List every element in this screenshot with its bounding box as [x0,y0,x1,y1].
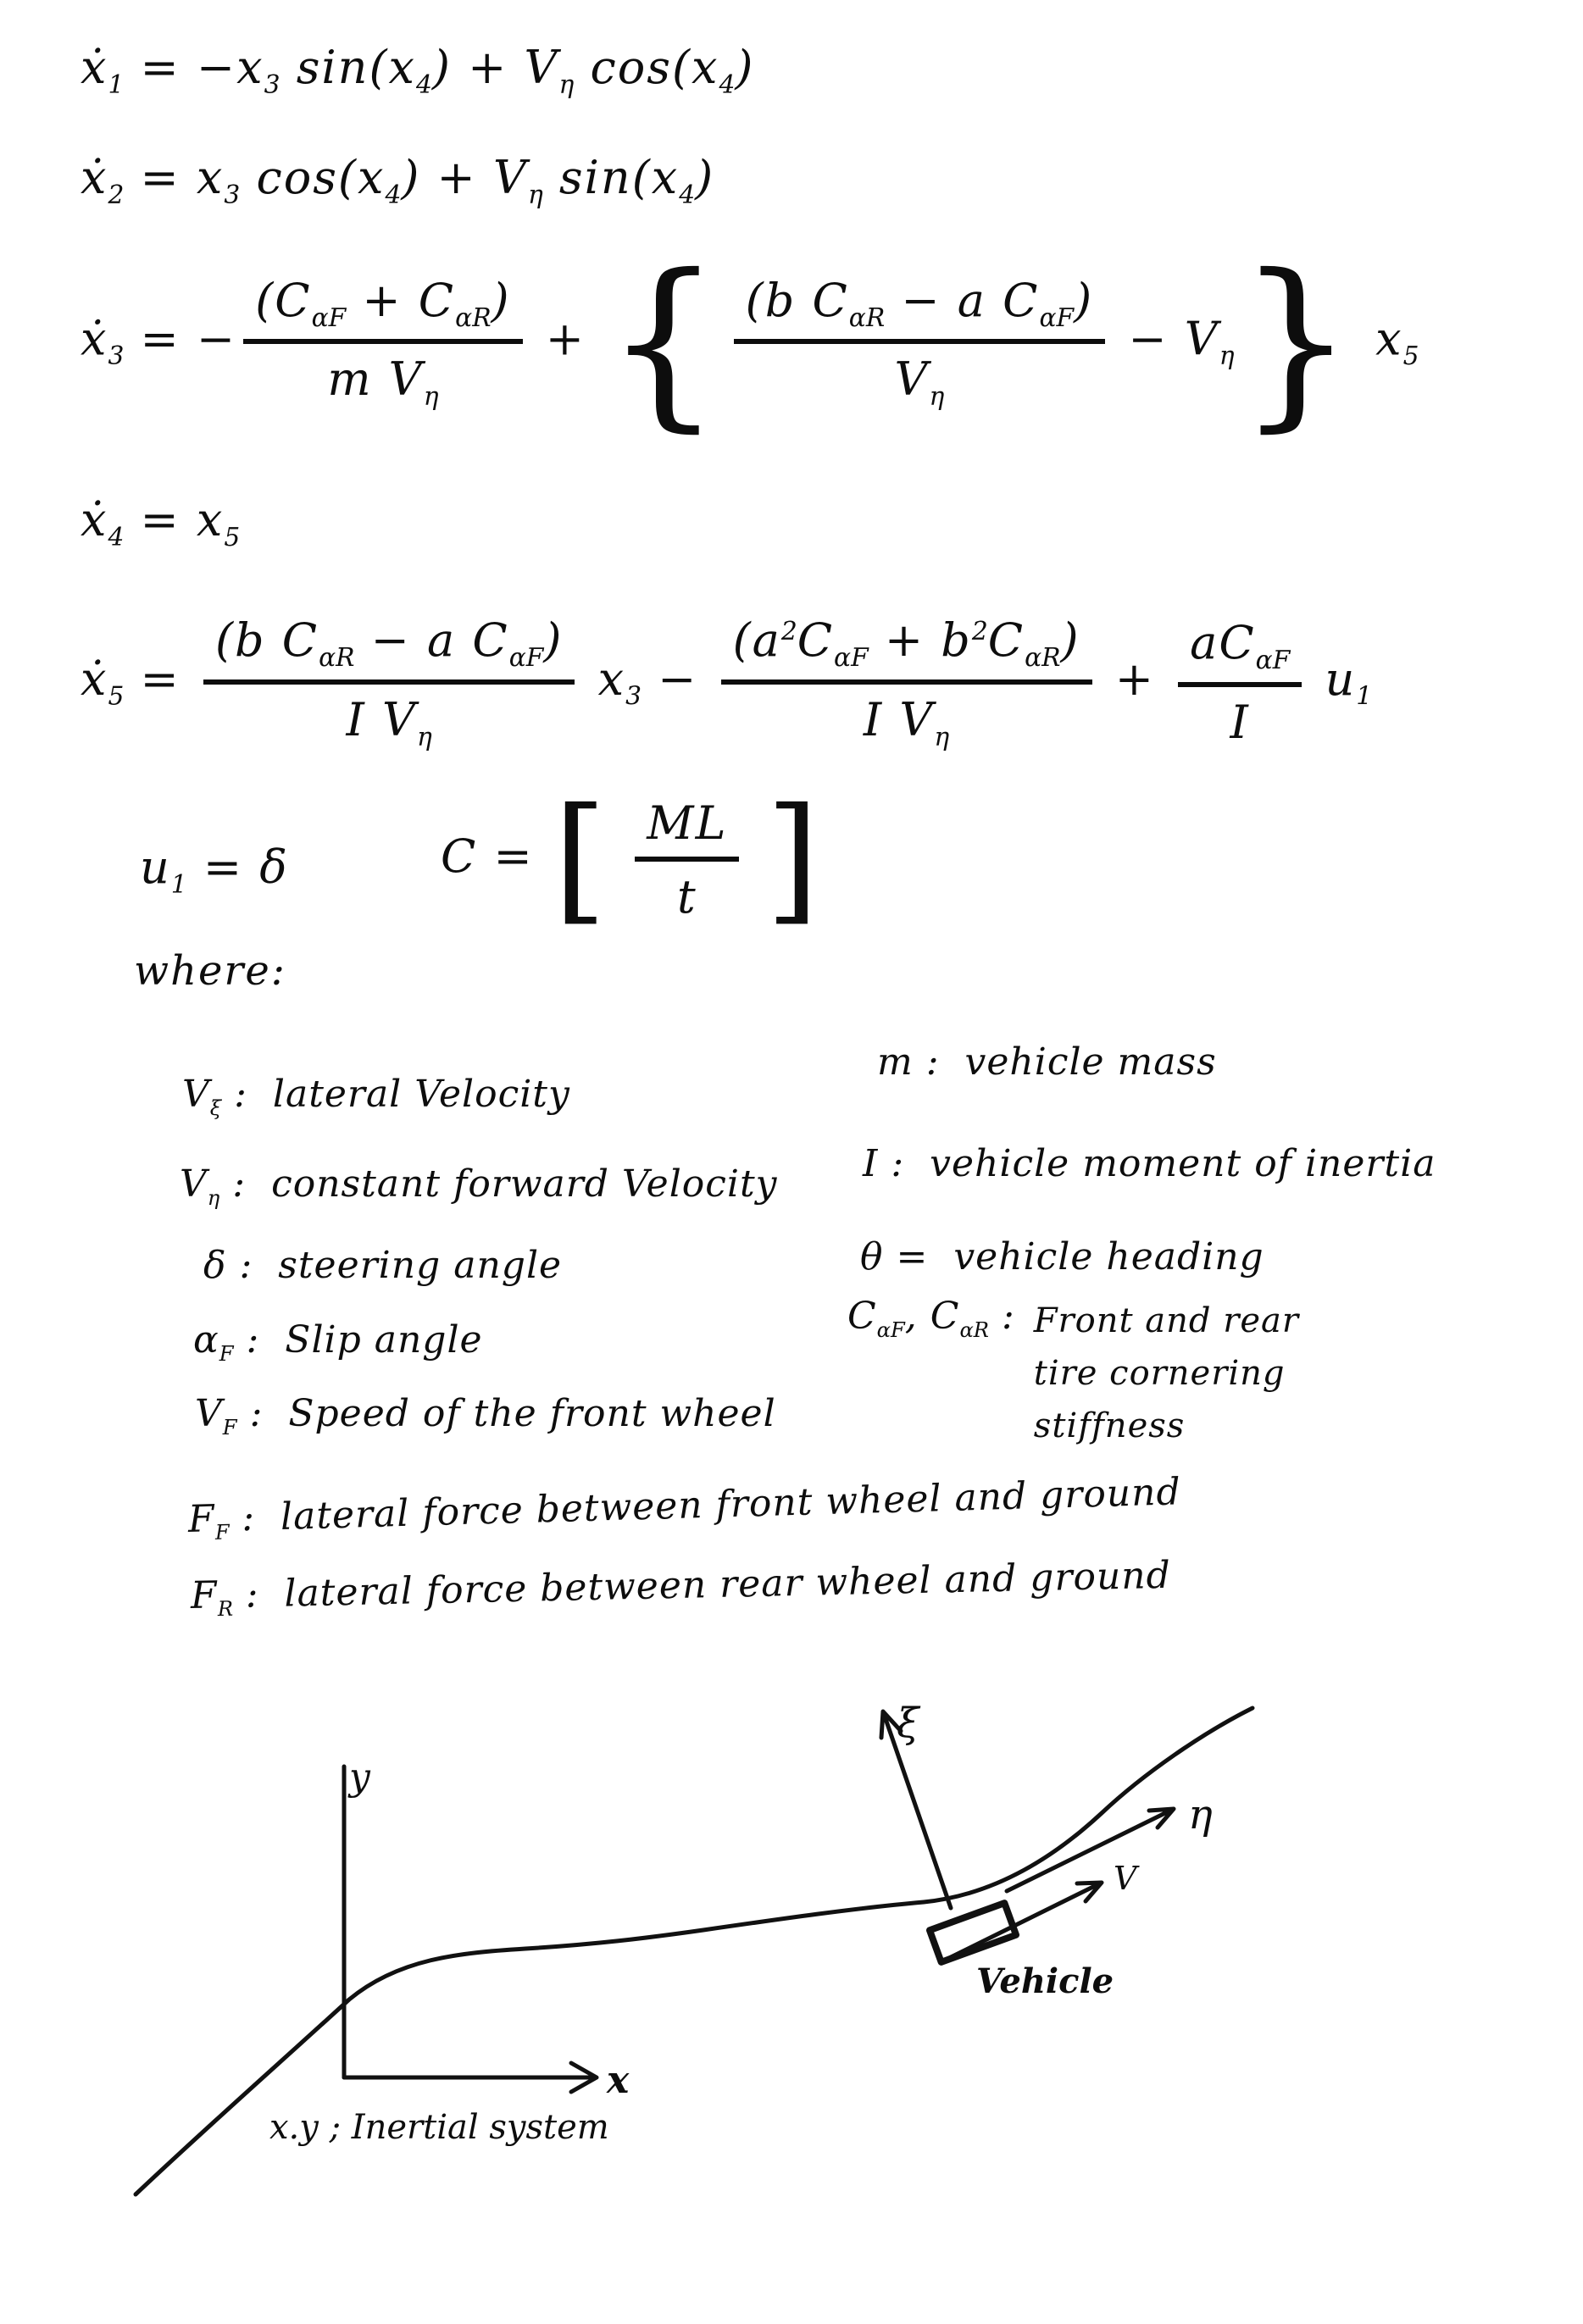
def-moment-of-inertia [863,1142,1436,1185]
def-cornering-description [1034,1295,1299,1452]
math-text: (b C [214,613,319,667]
subscript: η [207,1185,220,1210]
fraction [1178,614,1302,751]
math-text: ML [647,796,728,850]
subscript: 1 [1356,681,1373,712]
math-text: t [677,870,697,923]
math-text: V [180,1162,208,1206]
big-delimiter: ] [765,779,821,940]
math-text: = x [124,151,225,204]
y-axis-label: y [349,1755,370,1799]
def-lateral-force-rear [190,1554,1171,1622]
math-text: sin(x [542,151,680,204]
math-text: u [1308,652,1357,706]
math-text: + [529,312,603,366]
math-text: (C [255,273,312,327]
math-text: (a [732,613,781,667]
inertial-frame-diagram [0,1631,1583,2224]
subscript: 5 [1402,341,1419,372]
subscript: 4 [719,69,736,100]
math-text: ) + V [401,151,528,204]
subscript: η [558,69,575,100]
math-text: x [581,652,626,706]
math-text: = x [124,493,225,546]
denominator [883,344,957,413]
def-forward-velocity [180,1162,778,1210]
math-text: cos(x [240,151,386,204]
math-text: ) [695,151,715,204]
subscript: 1 [108,69,125,100]
equation-x2-dot [81,151,714,210]
math-text: ẋ [81,312,108,366]
def-lateral-force-front [187,1470,1181,1545]
big-delimiter: } [1237,236,1356,448]
def-slip-angle [193,1318,483,1366]
denominator [315,344,450,413]
velocity-label: V [1114,1860,1137,1897]
math-text: ẋ [81,652,108,706]
math-text: V [195,1392,223,1435]
math-text: : lateral force between rear wheel and ground [232,1553,1172,1617]
subscript: 3 [108,341,125,372]
math-text: m : vehicle mass [877,1040,1217,1084]
math-text: δ : steering angle [203,1244,563,1287]
subscript: η [423,382,439,413]
equation-x4-dot [81,493,240,552]
math-text: ) [735,41,755,94]
subscript: ξ [209,1095,222,1120]
fraction [721,612,1092,754]
math-text: sin(x [280,41,416,94]
def-cornering-symbols [847,1295,1015,1342]
math-text: F [190,1573,219,1617]
math-text: aC [1190,616,1256,670]
superscript: 2 [971,617,988,646]
subscript: αF [876,1317,905,1342]
def-steering-angle [203,1244,562,1287]
big-delimiter: { [605,236,724,448]
subscript: η [1219,341,1235,372]
subscript: αR [1025,642,1061,673]
math-text: ) [491,273,511,327]
math-text: ) [1060,613,1080,667]
fraction [203,612,575,754]
equation-u1 [140,840,289,900]
math-text: ẋ [81,41,108,94]
math-text: : Speed of the front wheel [236,1392,776,1435]
subscript: F [214,1520,231,1545]
subscript: αR [455,302,492,333]
math-text: = δ [186,840,289,894]
subscript: η [929,382,945,413]
denominator [852,685,961,754]
equation-x3-dot [81,236,1419,448]
subscript: αF [834,642,869,673]
def-vehicle-mass [877,1040,1217,1084]
subscript: R [217,1596,234,1622]
denominator [335,685,444,754]
math-text: V [894,352,930,407]
math-text: ) [1074,273,1094,327]
math-text: F [187,1497,216,1541]
fraction [635,795,739,925]
subscript: 3 [224,180,241,210]
math-text: ) + V [431,41,559,94]
subscript: 3 [625,681,642,712]
math-text [612,829,628,883]
subscript: 2 [108,180,125,210]
math-text: x [1358,312,1403,366]
big-delimiter: [ [553,779,609,940]
subscript: 5 [224,522,241,552]
def-lateral-velocity [182,1073,570,1120]
subscript: αF [1039,302,1075,333]
math-text: = [124,652,197,706]
math-text: cos(x [574,41,719,94]
xi-axis-label: ξ [897,1700,919,1747]
subscript: F [222,1415,237,1439]
subscript: F [219,1341,234,1366]
x-axis [344,2063,597,2092]
numerator [243,272,522,345]
def-cornering-line: tire cornering [1033,1354,1286,1393]
math-text: : constant forward Velocity [219,1162,778,1206]
math-text [746,829,762,883]
subscript: αR [848,302,886,333]
math-text: : Slip angle [233,1318,483,1362]
def-cornering-line: Front and rear [1033,1301,1299,1340]
math-text: : [988,1295,1015,1338]
superscript: 2 [780,617,797,646]
def-cornering-line: stiffness [1033,1406,1186,1445]
numerator [734,272,1106,345]
numerator [721,612,1092,685]
math-text: : lateral Velocity [221,1073,570,1116]
numerator [1178,614,1302,687]
math-text: α [193,1318,219,1362]
math-text: m V [327,352,424,407]
subscript: 4 [108,522,125,552]
math-text: C = [441,829,550,883]
math-text: − V [1112,312,1219,366]
math-text: + C [346,273,456,327]
math-text: ) [543,613,564,667]
x-axis-label: x [607,2059,630,2102]
equation-x5-dot [81,612,1372,754]
math-text: V [182,1073,210,1116]
math-text: (b C [745,273,849,327]
math-text: = − [124,312,237,366]
math-text: C [847,1295,877,1338]
math-text: ẋ [81,493,108,546]
denominator [665,862,709,925]
inertial-system-caption: x.y ; Inertial system [269,2108,609,2147]
math-text: θ = vehicle heading [860,1235,1264,1278]
math-text: I [1230,696,1250,750]
math-text: I V [346,692,418,746]
math-text: ẋ [81,151,108,204]
math-text: : lateral force between front wheel and ground [228,1470,1182,1540]
fraction [734,272,1106,414]
numerator [203,612,575,685]
subscript: 4 [679,180,696,210]
math-text: + b [868,613,972,667]
math-text: , C [904,1295,960,1338]
math-text: − [641,652,714,706]
subscript: η [527,180,543,210]
math-text: − a C [354,613,509,667]
math-text: C [987,613,1025,667]
math-text: u [140,840,171,894]
subscript: αR [319,642,355,673]
subscript: 4 [415,69,432,100]
subscript: 3 [264,69,280,100]
subscript: 5 [108,681,125,712]
fraction [243,272,522,414]
subscript: η [417,722,432,752]
def-vehicle-heading [860,1235,1264,1278]
eta-axis-label: η [1188,1791,1213,1839]
math-text: = −x [124,41,264,94]
numerator [635,795,739,862]
subscript: αR [959,1317,989,1342]
def-front-wheel-speed [195,1392,776,1439]
equation-x1-dot [81,41,754,100]
equation-units-c [441,779,825,940]
def-cornering-stiffness [847,1295,1299,1452]
subscript: 4 [385,180,402,210]
denominator [1219,687,1262,751]
subscript: η [934,722,950,752]
where-heading: where: [134,947,286,995]
math-text: + [1098,652,1172,706]
math-text: I V [863,692,935,746]
vehicle-label: Vehicle [976,1961,1114,2001]
math-text: I : vehicle moment of inertia [863,1142,1436,1185]
subscript: αF [311,302,347,333]
math-text: C [797,613,835,667]
subscript: αF [1255,646,1291,676]
math-text: − a C [885,273,1040,327]
subscript: 1 [170,869,187,900]
subscript: αF [508,642,544,673]
